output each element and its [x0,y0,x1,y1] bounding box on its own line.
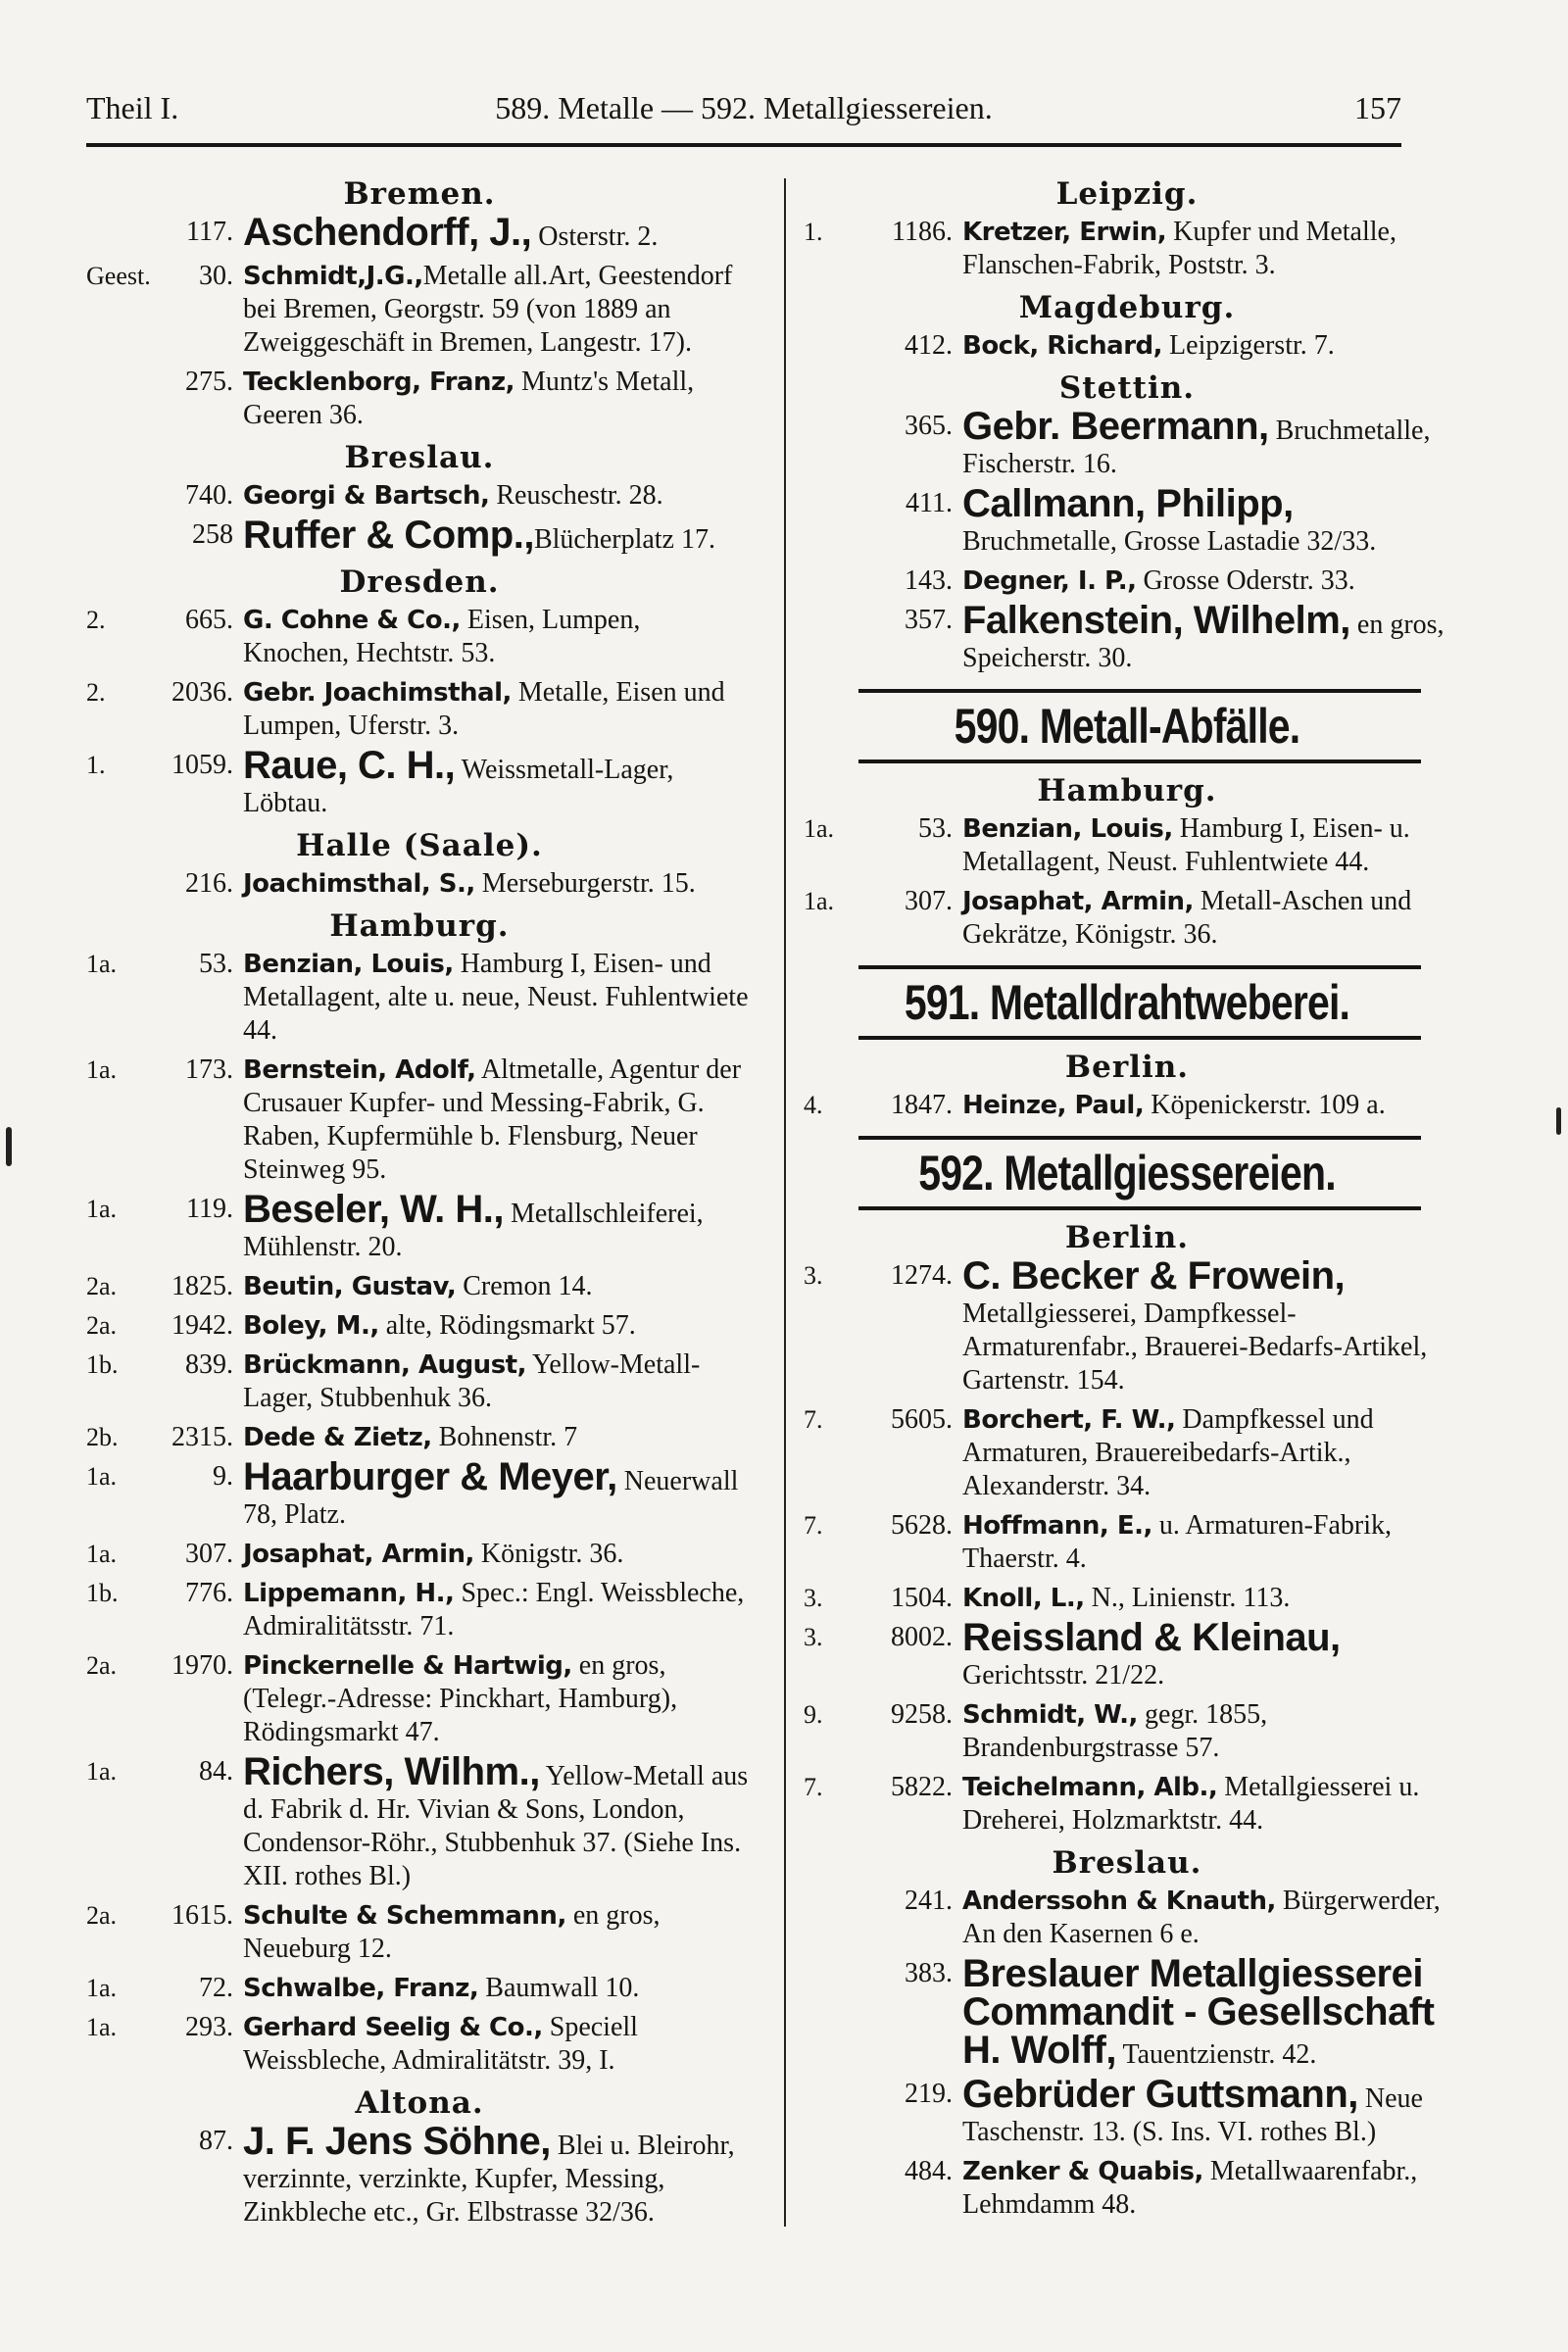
firm-details: Hamburg I, Eisen- und Metallagent, alte u. neue, Neust. Fuhlentwiete 44. [243,949,749,1046]
entry-text [962,1509,1450,1576]
entry-number: 173. [185,1054,233,1085]
directory-entry [86,1421,753,1454]
firm-details: Blei u. Bleirohr, verzinnte, verzinkte, Kupfer, Messing, Zinkbleche etc., Gr. Elbstrasse 32/36. [243,2131,735,2228]
city-heading: Altona. [355,2085,484,2121]
entry-text [243,1421,753,1454]
directory-entry [804,2073,1450,2149]
entry-text [243,211,753,254]
firm-name: Anderssohn & Knauth, [962,1886,1276,1916]
category-title: 592. Metallgiessereien. [918,1146,1336,1200]
firm-name: Benzian, Louis, [243,950,454,979]
entry-class: 2a. [86,1901,118,1930]
firm-details: Merseburgerstr. 15. [474,868,696,899]
firm-details: en gros, Neueburg 12. [243,1900,661,1964]
firm-details: Hamburg I, Eisen- u. Metallagent, Neust. Fuhlentwiete 44. [962,813,1410,877]
city-heading: Magdeburg. [1018,290,1236,325]
entry-number: 241. [905,1886,953,1916]
directory-entry [86,1972,753,2005]
directory-entry [804,1403,1450,1503]
entry-number: 119. [186,1194,233,1224]
firm-details: u. Armaturen-Fabrik, Thaerstr. 4. [962,1510,1393,1574]
entry-class: 2b. [86,1423,119,1451]
entry-text [243,514,753,557]
directory-entry [86,1188,753,1264]
city-heading: Hamburg. [1037,773,1217,808]
entry-text [243,260,753,360]
city-heading: Berlin. [1064,1220,1190,1255]
entry-number: 1615. [172,1900,233,1931]
entry-text [243,604,753,670]
entry-class: 1. [804,218,823,246]
entry-text [243,744,753,820]
directory-entry [86,744,753,820]
firm-name: Bock, Richard, [962,331,1163,361]
directory-entry [804,1885,1450,1951]
city-heading: Breslau. [344,440,495,475]
entry-number: 2315. [172,1422,233,1452]
firm-name: Josaphat, Armin, [962,887,1194,916]
entry-class: 1a. [86,1462,118,1491]
entry-text [243,867,753,901]
directory-entry [86,867,753,901]
entry-number: 365. [905,411,953,441]
city-heading: Dresden. [339,564,500,600]
directory-entry [804,812,1450,879]
directory-entry [86,1538,753,1571]
firm-name: Schulte & Schemmann, [243,1901,566,1931]
entry-text [962,1403,1450,1503]
entry-class: 2. [86,678,106,707]
directory-entry [86,514,753,557]
directory-entry [86,1054,753,1187]
directory-entry [86,1899,753,1966]
entry-text [243,1649,753,1749]
firm-name: Borchert, F. W., [962,1405,1176,1435]
firm-details: Muntz's Metall, Geeren 36. [243,367,695,430]
firm-name: Georgi & Bartsch, [243,481,490,511]
entry-text [962,1582,1450,1615]
entry-text [243,1348,753,1415]
entry-text [243,1270,753,1303]
firm-details: Weissmetall-Lager, Löbtau. [243,755,674,818]
firm-name: Schwalbe, Franz, [243,1974,479,2003]
directory-entry [86,1270,753,1303]
city-heading: Halle (Saale). [296,828,543,863]
entry-number: 143. [905,565,953,596]
firm-details: Osterstr. 2. [531,221,659,252]
entry-number: 1059. [172,750,233,780]
entry-text [243,676,753,743]
directory-entry [86,2011,753,2078]
directory-entry [86,1455,753,1532]
entry-class: 7. [804,1511,823,1540]
entry-text [243,2120,753,2230]
directory-entry [804,599,1450,675]
directory-entry [804,885,1450,952]
city-heading: Bremen. [343,176,496,212]
entry-number: 1186. [892,217,953,247]
entry-text [243,366,753,432]
header-rule [86,143,1401,147]
directory-entry [86,1649,753,1749]
entry-number: 1274. [891,1260,953,1291]
entry-class: 3. [804,1623,823,1651]
firm-name: Degner, I. P., [962,566,1137,596]
entry-text [962,2155,1450,2222]
page-header [86,90,1401,141]
firm-name: Gerhard Seelig & Co., [243,2013,543,2042]
firm-details: en gros, Speicherstr. 30. [962,610,1445,673]
firm-name: Dede & Zietz, [243,1423,432,1452]
firm-details: Neuerwall 78, Platz. [243,1466,739,1530]
entry-class: 1b. [86,1579,119,1607]
firm-name: C. Becker & Frowein, [962,1254,1346,1298]
category-block [804,1136,1450,1210]
entry-number: 8002. [891,1622,953,1652]
firm-details: Bohnenstr. 7 [431,1422,578,1452]
firm-details: en gros, (Telegr.-Adresse: Pinckhart, Hamburg), Rödingsmarkt 47. [243,1650,678,1747]
firm-name: Falkenstein, Wilhelm, [962,599,1350,642]
firm-details: Tauentzienstr. 42. [1115,2039,1317,2070]
directory-entry [804,1616,1450,1692]
entry-number: 412. [905,330,953,361]
entry-text [962,1616,1450,1692]
firm-details: Kupfer und Metalle, Flanschen-Fabrik, Poststr. 3. [962,217,1396,280]
firm-details: Gerichtsstr. 21/22. [962,1660,1165,1690]
firm-details: Metalle all.Art, Geestendorf bei Bremen, Georgstr. 59 (von 1889 an Zweiggeschäft in Bremen, Langestr. 17). [243,261,733,358]
firm-details: Bruchmetalle, Fischerstr. 16. [962,416,1431,479]
entry-class: 1a. [86,2013,118,2041]
directory-entry [804,482,1450,559]
directory-entry [86,260,753,360]
directory-entry [86,676,753,743]
left-column [86,169,753,2235]
category-rule [858,1206,1421,1210]
firm-name: Bernstein, Adolf, [243,1055,476,1085]
entry-text [962,482,1450,559]
firm-name: Ruffer & Comp., [243,514,534,557]
entry-text [962,329,1450,363]
entry-class: 1a. [86,1540,118,1568]
entry-class: 3. [804,1584,823,1612]
entry-class: 9. [804,1700,823,1729]
entry-class: 1b. [86,1350,119,1379]
firm-details: Metallgiesserei u. Dreherei, Holzmarktstr. 44. [962,1772,1420,1836]
entry-text [243,1309,753,1343]
firm-name: Raue, C. H., [243,744,456,787]
firm-name: Brückmann, August, [243,1350,526,1380]
entry-text [962,812,1450,879]
entry-text [243,2011,753,2078]
firm-details: gegr. 1855, Brandenburgstrasse 57. [962,1699,1268,1763]
directory-entry [86,1750,753,1893]
firm-name: Callmann, Philipp, [962,482,1294,525]
entry-text [962,1089,1450,1122]
entry-class: 1a. [86,1195,118,1223]
directory-entry [804,1698,1450,1765]
firm-details: Baumwall 10. [478,1973,640,2003]
city-heading: Stettin. [1058,370,1196,406]
firm-details: Leipzigerstr. 7. [1162,330,1335,361]
entry-number: 1847. [891,1090,953,1120]
entry-text [962,216,1450,282]
directory-entry [804,329,1450,363]
entry-number: 30. [199,261,233,291]
entry-class: 1a. [804,814,835,843]
firm-details: Speciell Weissbleche, Admiralitätstr. 39, I. [243,2012,638,2076]
entry-class: 1a. [86,1055,118,1084]
firm-name: Gebr. Joachimsthal, [243,678,512,708]
firm-details: Metallgiesserei, Dampfkessel-Armaturenfabr., Brauerei-Bedarfs-Artikel, Gartenstr. 154. [962,1298,1428,1396]
entry-class: 1. [86,751,106,779]
firm-details: Altmetalle, Agentur der Crusauer Kupfer- und Messing-Fabrik, G. Raben, Kupfermühle b. Flensburg, Neuer Steinweg 95. [243,1054,742,1185]
entry-number: 307. [905,886,953,916]
directory-entry [804,1771,1450,1838]
entry-number: 1504. [891,1583,953,1613]
directory-entry [86,1577,753,1643]
entry-text [243,948,753,1048]
entry-text [962,885,1450,952]
directory-entry [804,564,1450,598]
entry-number: 1825. [172,1271,233,1301]
entry-number: 258 [192,519,233,550]
entry-number: 383. [905,1958,953,1988]
entry-number: 776. [185,1578,233,1608]
entry-text [243,1750,753,1893]
page-number: 157 [1354,90,1401,125]
directory-entry [86,211,753,254]
firm-details: Cremon 14. [456,1271,593,1301]
running-title: 589. Metalle — 592. Metallgiessereien. [495,90,993,125]
firm-name: Teichelmann, Alb., [962,1773,1218,1802]
directory-entry [804,1089,1450,1122]
firm-name: Schmidt,J.G., [243,262,423,291]
firm-details: N., Linienstr. 113. [1084,1583,1291,1613]
entry-text [243,479,753,513]
entry-text [962,1885,1450,1951]
entry-class: 3. [804,1261,823,1290]
category-title: 591. Metalldrahtweberei. [904,975,1350,1030]
entry-text [243,1455,753,1532]
firm-name: Boley, M., [243,1311,379,1341]
entry-number: 275. [185,367,233,397]
directory-entry [86,1309,753,1343]
directory-entry [86,2120,753,2230]
entry-number: 740. [185,480,233,511]
entry-class: 1a. [86,950,118,978]
entry-number: 219. [905,2079,953,2109]
entry-text [243,1188,753,1264]
entry-class: 7. [804,1405,823,1434]
firm-details: Eisen, Lumpen, Knochen, Hechtstr. 53. [243,605,641,668]
city-heading: Hamburg. [329,908,510,944]
entry-number: 5822. [891,1772,953,1802]
entry-number: 357. [905,605,953,635]
directory-entry [804,1582,1450,1615]
firm-name: Beutin, Gustav, [243,1272,457,1301]
firm-name: Zenker & Quabis, [962,2157,1203,2186]
directory-entry [804,216,1450,282]
entry-number: 484. [905,2156,953,2186]
category-block [804,689,1450,763]
entry-text [243,1899,753,1966]
entry-class: 1a. [86,1757,118,1786]
category-block [804,965,1450,1040]
directory-entry [804,1254,1450,1397]
entry-number: 5628. [891,1510,953,1541]
city-heading: Breslau. [1052,1845,1202,1881]
firm-details: alte, Rödingsmarkt 57. [378,1310,636,1341]
column-divider [784,178,786,2227]
entry-number: 839. [185,1349,233,1380]
firm-details: Metall-Aschen und Gekrätze, Königstr. 36. [962,886,1412,950]
firm-name: Benzian, Louis, [962,814,1173,844]
entry-text [243,1538,753,1571]
entry-number: 53. [199,949,233,979]
firm-name: Joachimsthal, S., [243,869,475,899]
entry-text [962,1952,1450,2072]
firm-name: Pinckernelle & Hartwig, [243,1651,572,1681]
directory-entry [86,479,753,513]
category-rule [858,760,1421,763]
entry-number: 293. [185,2012,233,2042]
entry-number: 5605. [891,1404,953,1435]
firm-name: J. F. Jens Söhne, [243,2120,551,2163]
entry-number: 2036. [172,677,233,708]
directory-entry [804,1952,1450,2072]
firm-details: Dampfkessel und Armaturen, Brauereibedarfs-Artik., Alexanderstr. 34. [962,1404,1374,1501]
firm-name: Heinze, Paul, [962,1091,1145,1120]
firm-name: Josaphat, Armin, [243,1540,474,1569]
category-rule [858,1036,1421,1040]
entry-number: 9258. [891,1699,953,1730]
entry-number: 665. [185,605,233,635]
directory-entry [86,366,753,432]
firm-name: Lippemann, H., [243,1579,455,1608]
entry-text [243,1972,753,2005]
firm-name: Reissland & Kleinau, [962,1616,1341,1659]
firm-name: Haarburger & Meyer, [243,1455,617,1498]
entry-class: 2a. [86,1651,118,1680]
entry-number: 87. [199,2126,233,2156]
entry-class: 4. [804,1091,823,1119]
firm-name: Beseler, W. H., [243,1188,504,1231]
firm-details: Metallschleiferei, Mühlenstr. 20. [243,1199,704,1262]
directory-entry [804,405,1450,481]
entry-class: 2. [86,606,106,634]
directory-entry [86,604,753,670]
firm-details: Königstr. 36. [473,1539,624,1569]
category-title: 590. Metall-Abfälle. [954,699,1300,754]
entry-text [962,599,1450,675]
firm-name: Breslauer Metallgiesserei Commandit - Gesellschaft H. Wolff, [962,1952,1435,2072]
entry-number: 117. [186,217,233,247]
firm-name: Schmidt, W., [962,1700,1138,1730]
firm-name: Gebr. Beermann, [962,405,1269,448]
entry-number: 1970. [172,1650,233,1681]
part-label: Theil I. [86,90,179,125]
firm-details: Metallwaarenfabr., Lehmdamm 48. [962,2156,1418,2220]
firm-details: Blücherplatz 17. [533,524,715,555]
entry-number: 1942. [172,1310,233,1341]
entry-text [962,1254,1450,1397]
firm-details: Spec.: Engl. Weissbleche, Admiralitätsstr. 71. [243,1578,745,1642]
directory-entry [804,2155,1450,2222]
entry-text [243,1054,753,1187]
entry-text [962,1698,1450,1765]
firm-details: Neue Taschenstr. 13. (S. Ins. VI. rothes Bl.) [962,2083,1423,2147]
entry-text [962,1771,1450,1838]
firm-name: Richers, Wilhm., [243,1750,540,1793]
firm-details: Yellow-Metall aus d. Fabrik d. Hr. Vivian & Sons, London, Condensor-Röhr., Stubbenhuk 37. (Siehe Ins. XII. rothes Bl.) [243,1761,749,1891]
firm-name: Kretzer, Erwin, [962,218,1167,247]
directory-entry [86,1348,753,1415]
entry-class: 1a. [86,1974,118,2002]
firm-name: Gebrüder Guttsmann, [962,2073,1358,2116]
entry-number: 72. [199,1973,233,2003]
entry-number: 411. [906,488,953,518]
firm-name: Aschendorff, J., [243,211,532,254]
firm-details: Reuschestr. 28. [489,480,663,511]
entry-class: 1a. [804,887,835,915]
firm-details: Bürgerwerder, An den Kasernen 6 e. [962,1886,1441,1949]
firm-details: Yellow-Metall-Lager, Stubbenhuk 36. [243,1349,701,1413]
entry-class: 7. [804,1773,823,1801]
directory-entry [86,948,753,1048]
firm-name: G. Cohne & Co., [243,606,461,635]
entry-number: 84. [199,1756,233,1787]
city-heading: Leipzig. [1055,176,1199,212]
entry-text [243,1577,753,1643]
entry-class: Geest. [86,262,151,290]
firm-name: Hoffmann, E., [962,1511,1152,1541]
entry-text [962,405,1450,481]
firm-name: Tecklenborg, Franz, [243,368,514,397]
entry-number: 307. [185,1539,233,1569]
print-speck [6,1127,12,1166]
entry-class: 2a. [86,1311,118,1340]
firm-details: Grosse Oderstr. 33. [1136,565,1355,596]
entry-number: 53. [918,813,953,844]
entry-class: 2a. [86,1272,118,1300]
firm-details: Metalle, Eisen und Lumpen, Uferstr. 3. [243,677,725,741]
firm-details: Köpenickerstr. 109 a. [1144,1090,1386,1120]
entry-text [962,564,1450,598]
print-speck [1556,1107,1561,1135]
right-column [804,169,1450,2228]
entry-text [962,2073,1450,2149]
firm-details: Bruchmetalle, Grosse Lastadie 32/33. [962,526,1377,557]
directory-entry [804,1509,1450,1576]
entry-number: 9. [213,1461,233,1492]
firm-name: Knoll, L., [962,1584,1085,1613]
entry-number: 216. [185,868,233,899]
city-heading: Berlin. [1064,1050,1190,1085]
